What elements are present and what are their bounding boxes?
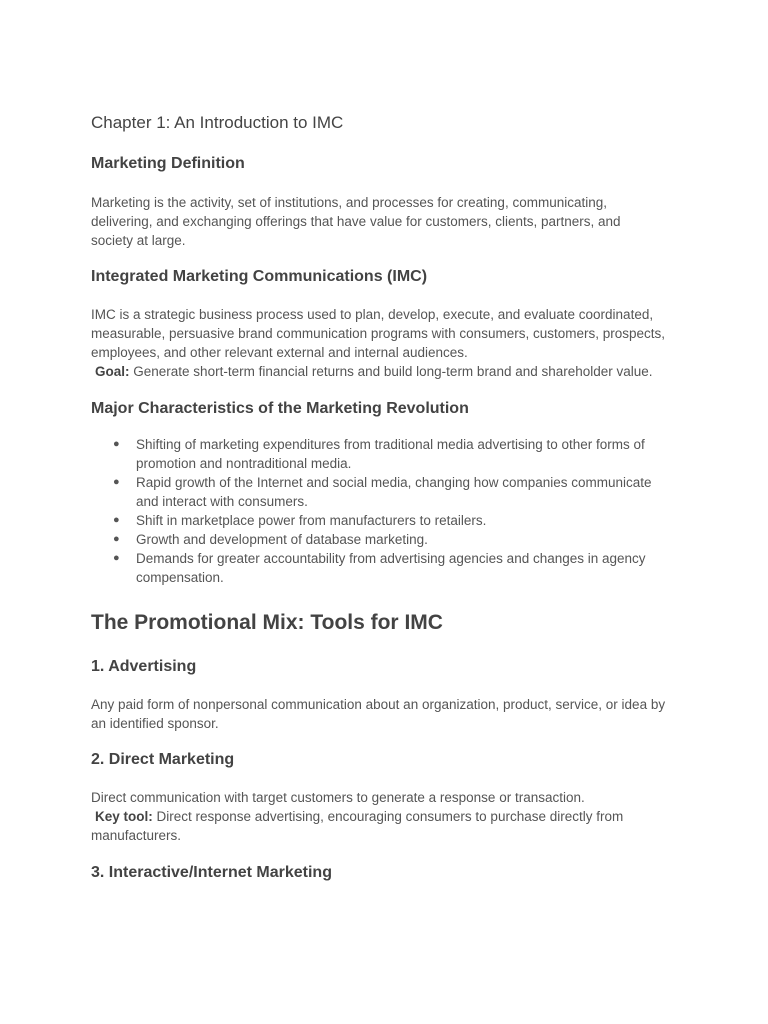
revolution-heading: Major Characteristics of the Marketing Revolution [91, 400, 469, 417]
imc-paragraph [91, 305, 691, 381]
paragraph-line: Any paid form of nonpersonal communication about an organization, product, service, or idea by [91, 697, 666, 712]
bullet-icon: ● [113, 552, 120, 564]
key-tool-text: Direct response advertising, encouraging consumers to purchase directly from [152, 809, 624, 824]
marketing-definition-heading: Marketing Definition [91, 155, 245, 172]
list-item-line: Growth and development of database marketing. [136, 532, 428, 547]
bullet-icon: ● [113, 438, 120, 450]
paragraph-line: manufacturers. [91, 828, 182, 843]
imc-heading: Integrated Marketing Communications (IMC) [91, 268, 428, 285]
list-item-line: Demands for greater accountability from advertising agencies and changes in agency [136, 551, 646, 566]
bullet-icon: ● [113, 514, 120, 526]
list-item-line: Shifting of marketing expenditures from traditional media advertising to other forms of [136, 437, 645, 452]
paragraph-line: IMC is a strategic business process used to plan, develop, execute, and evaluate coordinated, [91, 307, 654, 322]
list-item-line: promotion and nontraditional media. [136, 456, 352, 471]
paragraph-line: Direct communication with target customers to generate a response or transaction. [91, 790, 585, 805]
advertising-paragraph [91, 695, 691, 733]
paragraph-line: delivering, and exchanging offerings that have value for customers, clients, partners, and [91, 214, 621, 229]
list-item [91, 530, 652, 549]
bullet-icon: ● [113, 533, 120, 545]
direct-marketing-heading: 2. Direct Marketing [91, 751, 235, 768]
list-item-line: and interact with consumers. [136, 494, 308, 509]
paragraph-line: employees, and other relevant external and internal audiences. [91, 345, 468, 360]
revolution-bullet-list [91, 435, 652, 587]
paragraph-line: measurable, persuasive brand communication programs with consumers, customers, prospects, [91, 326, 665, 341]
advertising-heading: 1. Advertising [91, 658, 197, 675]
chapter-title: Chapter 1: An Introduction to IMC [91, 113, 344, 132]
paragraph-line: Marketing is the activity, set of institutions, and processes for creating, communicating, [91, 195, 607, 210]
list-item-line: Shift in marketplace power from manufacturers to retailers. [136, 513, 487, 528]
bullet-icon: ● [113, 476, 120, 488]
list-item-line: compensation. [136, 570, 224, 585]
list-item [91, 511, 652, 530]
promotional-mix-heading: The Promotional Mix: Tools for IMC [91, 611, 443, 634]
interactive-marketing-heading: 3. Interactive/Internet Marketing [91, 864, 332, 881]
list-item-line: Rapid growth of the Internet and social media, changing how companies communicate [136, 475, 652, 490]
goal-text: Generate short-term financial returns and build long-term brand and shareholder value. [129, 364, 653, 379]
key-tool-line [91, 807, 691, 826]
list-item [91, 549, 652, 587]
paragraph-line: an identified sponsor. [91, 716, 219, 731]
goal-label: Goal: [95, 364, 130, 379]
goal-line [91, 362, 691, 381]
marketing-definition-paragraph [91, 193, 691, 250]
direct-marketing-paragraph [91, 788, 691, 845]
list-item [91, 473, 652, 511]
paragraph-line: society at large. [91, 233, 186, 248]
list-item [91, 435, 652, 473]
key-tool-label: Key tool: [95, 809, 153, 824]
